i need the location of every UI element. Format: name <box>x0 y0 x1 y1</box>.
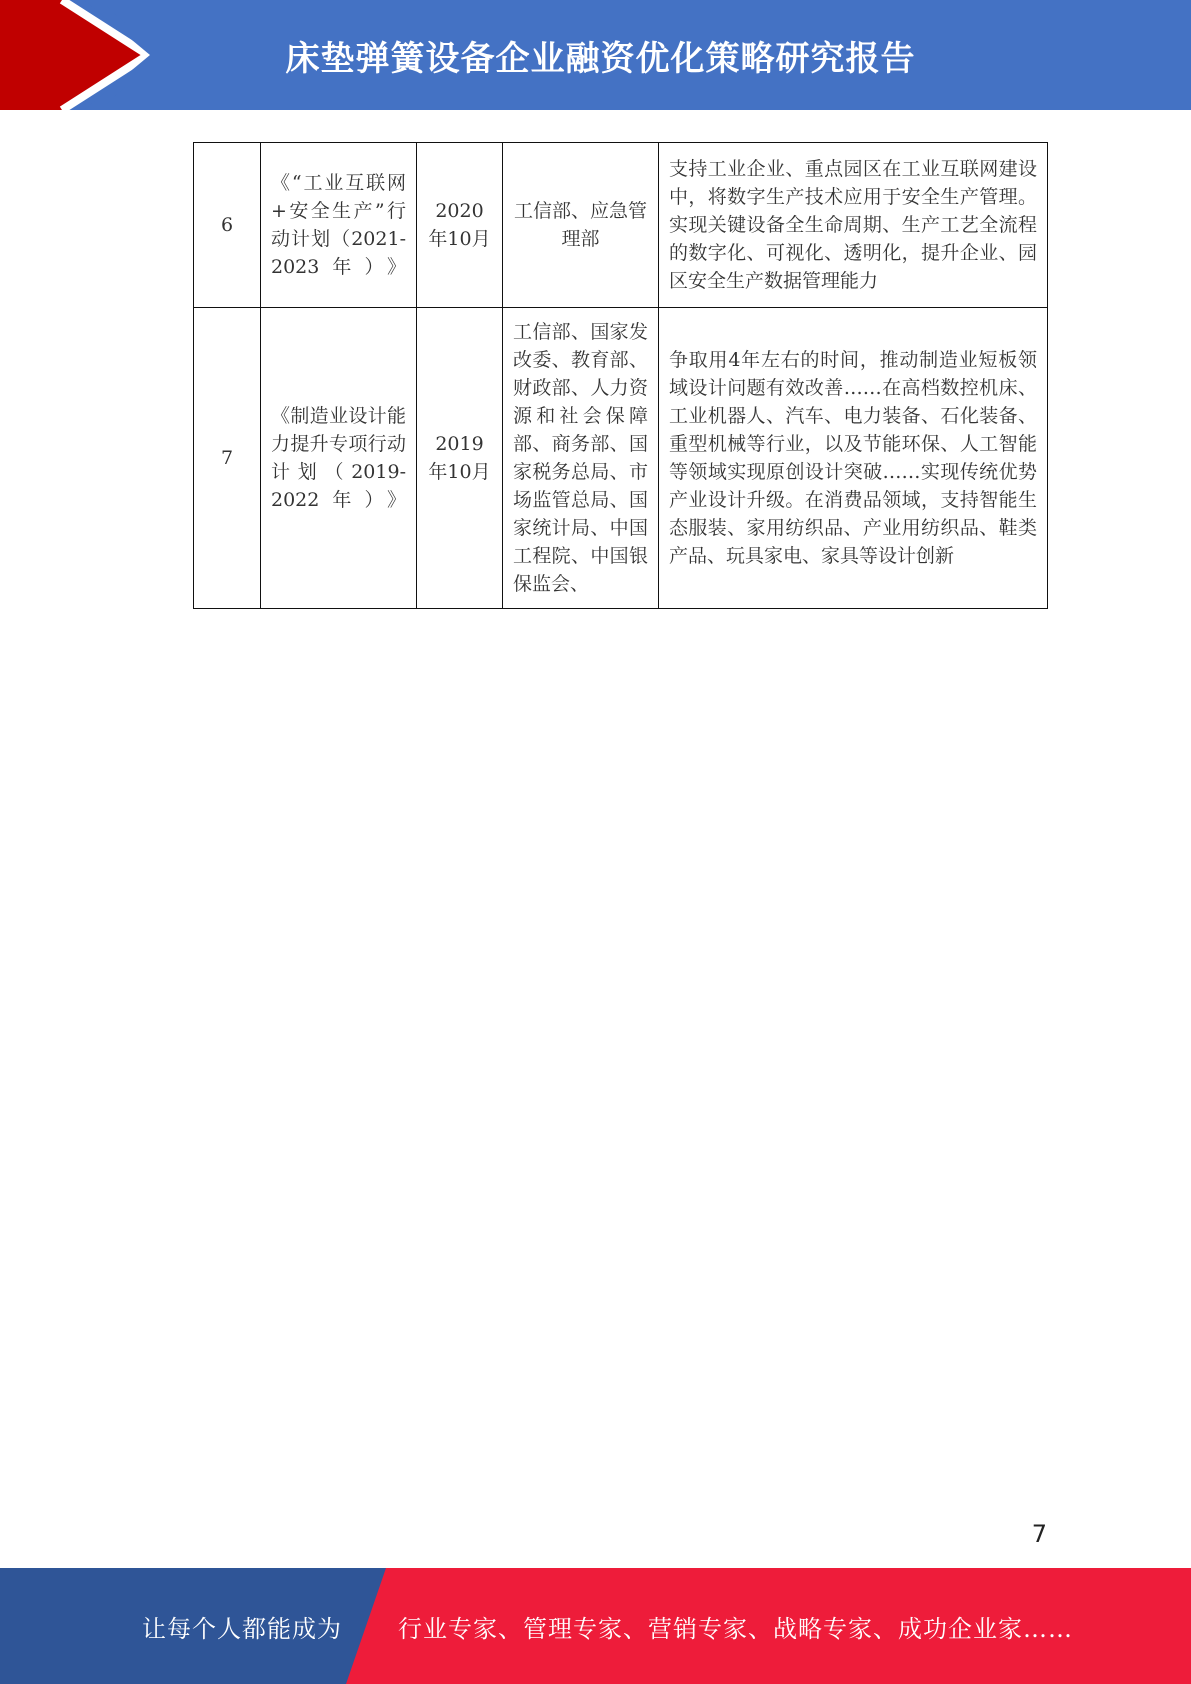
publish-date: 2019年10月 <box>417 308 503 609</box>
header-chevron-icon <box>0 0 160 110</box>
issuing-department: 工信部、应急管理部 <box>503 143 659 308</box>
row-number: 7 <box>194 308 261 609</box>
issuing-department: 工信部、国家发改委、教育部、财政部、人力资源和社会保障部、商务部、国家税务总局、市场监管总局、国家统计局、中国工程院、中国银保监会、 <box>503 308 659 609</box>
policy-content: 支持工业企业、重点园区在工业互联网建设中，将数字生产技术应用于安全生产管理。实现关键设备全生命周期、生产工艺全流程的数字化、可视化、透明化，提升企业、园区安全生产数据管理能力 <box>659 143 1048 308</box>
page-header <box>0 0 1191 110</box>
footer-slogan-left: 让每个人都能成为 <box>142 1614 342 1643</box>
report-title: 床垫弹簧设备企业融资优化策略研究报告 <box>285 38 916 79</box>
page-number: 7 <box>1031 1520 1047 1548</box>
table-row <box>194 143 1048 308</box>
table-row <box>194 308 1048 609</box>
policy-table <box>193 142 1048 609</box>
publish-date: 2020年10月 <box>417 143 503 308</box>
footer-slogan-right: 行业专家、管理专家、营销专家、战略专家、成功企业家…… <box>398 1614 1073 1643</box>
page-footer <box>0 1568 1191 1684</box>
policy-name: 《“工业互联网+安全生产”行动计划（2021-2023年）》 <box>261 143 417 308</box>
policy-name: 《制造业设计能力提升专项行动计划（2019-2022年）》 <box>261 308 417 609</box>
policy-content: 争取用4年左右的时间，推动制造业短板领域设计问题有效改善……在高档数控机床、工业机器人、汽车、电力装备、石化装备、重型机械等行业，以及节能环保、人工智能等领域实现原创设计突破……实现传统优势产业设计升级。在消费品领域，支持智能生态服装、家用纺织品、产业用纺织品、鞋类产品、玩具家电、家具等设计创新 <box>659 308 1048 609</box>
row-number: 6 <box>194 143 261 308</box>
